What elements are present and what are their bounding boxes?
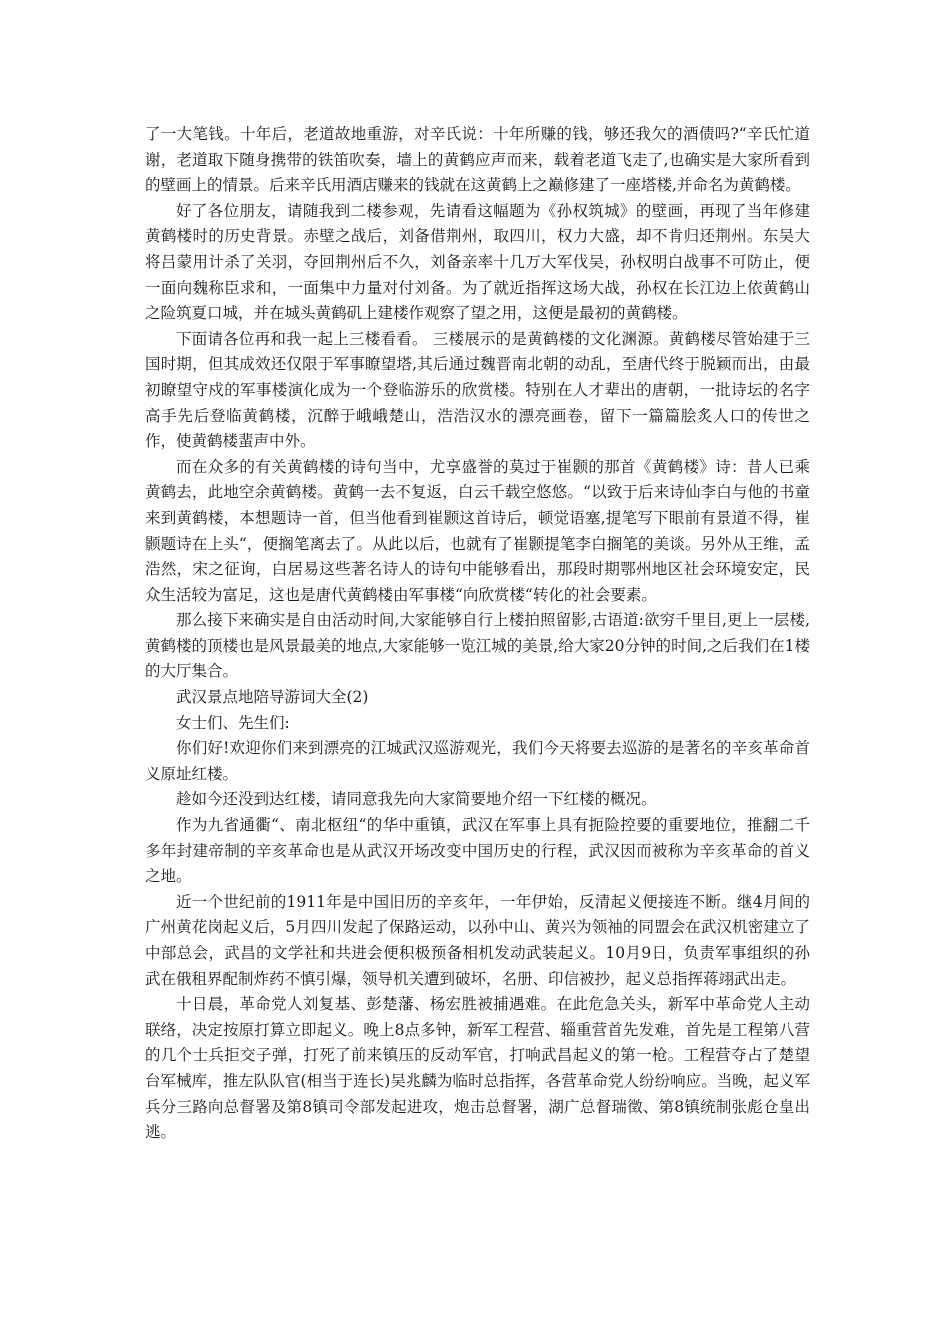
- paragraph-1911-background: 近一个世纪前的1911年是中国旧历的辛亥年，一年伊始，反清起义便接连不断。继4月间的广州黄花岗起义后，5月四川发起了保路运动，以孙中山、黄兴为领袖的同盟会在武汉机密建立了中部总会，武昌的文学社和共进会便积极预备相机发动武装起义。10月9日，负责军事组织的孙武在俄租界配制炸药不慎引爆，领导机关遭到破坏，名册、印信被抄，起义总指挥蒋翊武出走。: [145, 892, 810, 988]
- paragraph-welcome: 你们好!欢迎你们来到漂亮的江城武汉巡游观光，我们今天将要去巡游的是著名的辛亥革命首义原址红楼。: [145, 739, 810, 783]
- paragraph-wuhan-strategic: 作为九省通衢“、南北枢纽“的华中重镇，武汉在军事上具有扼险控要的重要地位，推翻二千多年封建帝制的辛亥革命也是从武汉开场改变中国历史的行程，武汉因而被称为辛亥革命的首义之地。: [145, 816, 810, 886]
- paragraph-yellow-crane-legend-end: 了一大笔钱。十年后，老道故地重游，对辛氏说：十年所赚的钱，够还我欠的酒债吗?“辛氏忙道谢，老道取下随身携带的铁笛吹奏，墙上的黄鹤应声而来，载着老道飞走了,也确实是大家所看到的壁画上的情景。后来辛氏用酒店赚来的钱就在这黄鹤上之巅修建了一座塔楼,并命名为黄鹤楼。: [145, 125, 810, 195]
- document-body: [145, 122, 810, 1146]
- paragraph-free-time: 那么接下来确实是自由活动时间,大家能够自行上楼拍照留影,古语道:欲穷千里目,更上一层楼,黄鹤楼的顶楼也是风景最美的地点,大家能够一览江城的美景,给大家20分钟的时间,之后我们在1楼的大厅集合。: [145, 611, 810, 681]
- paragraph-third-floor-culture: 下面请各位再和我一起上三楼看看。 三楼展示的是黄鹤楼的文化渊源。黄鹤楼尽管始建于三国时期，但其成效还仅限于军事瞭望塔,其后通过魏晋南北朝的动乱，至唐代终于脱颖而出，由最初瞭望守戍的军事楼演化成为一个登临游乐的欣赏楼。特别在人才辈出的唐朝，一批诗坛的名字高手先后登临黄鹤楼，沉醉于峨峨楚山，浩浩汉水的漂亮画卷，留下一篇篇脍炙人口的传世之作，使黄鹤楼蜚声中外。: [145, 329, 810, 451]
- paragraph-greeting: 女士们、先生们:: [176, 713, 290, 732]
- paragraph-introduction: 趁如今还没到达红楼，请同意我先向大家简要地介绍一下红楼的概况。: [176, 790, 657, 809]
- section-heading: 武汉景点地陪导游词大全(2): [176, 688, 369, 707]
- paragraph-cui-hao-poem: 而在众多的有关黄鹤楼的诗句当中，尤享盛誉的莫过于崔颢的那首《黄鹤楼》诗：昔人已乘黄鹤去，此地空余黄鹤楼。黄鹤一去不复返，白云千载空悠悠。“以致于后来诗仙李白与他的书童来到黄鹤楼，本想题诗一首，但当他看到崔颢这首诗后，顿觉语塞,提笔写下眼前有景道不得，崔颢题诗在上头“，便搁笔离去了。从此以后，也就有了崔颢提笔李白搁笔的美谈。另外从王维，孟浩然，宋之征询，白居易这些著名诗人的诗句中能够看出，那段时期鄂州地区社会环境安定，民众生活较为富足，这也是唐代黄鹤楼由军事楼“向欣赏楼“转化的社会要素。: [145, 457, 810, 604]
- paragraph-uprising: 十日晨，革命党人刘复基、彭楚藩、杨宏胜被捕遇难。在此危急关头，新军中革命党人主动联络，决定按原打算立即起义。晚上8点多钟，新军工程营、辎重营首先发难，首先是工程第八营的几个士兵拒交子弹，打死了前来镇压的反动军官，打响武昌起义的第一枪。工程营夺占了楚望台军械库，推左队队官(相当于连长)吴兆麟为临时总指挥，各营革命党人纷纷响应。当晚，起义军兵分三路向总督署及第8镇司令部发起进攻，炮击总督署，湖广总督瑞徵、第8镇统制张彪仓皇出逃。: [145, 995, 810, 1142]
- paragraph-second-floor-mural: 好了各位朋友，请随我到二楼参观，先请看这幅题为《孙权筑城》的壁画，再现了当年修建黄鹤楼时的历史背景。赤壁之战后，刘备借荆州，取四川，权力大盛，却不肯归还荆州。东吴大将吕蒙用计杀了关羽，夺回荆州后不久，刘备亲率十几万大军伐吴，孙权明白战事不可防止，便一面向魏称臣求和，一面集中力量对付刘备。为了就近指挥这场大战，孙权在长江边上依黄鹤山之险筑夏口城，并在城头黄鹤矶上建楼作观察了望之用，这便是最初的黄鹤楼。: [145, 201, 810, 323]
